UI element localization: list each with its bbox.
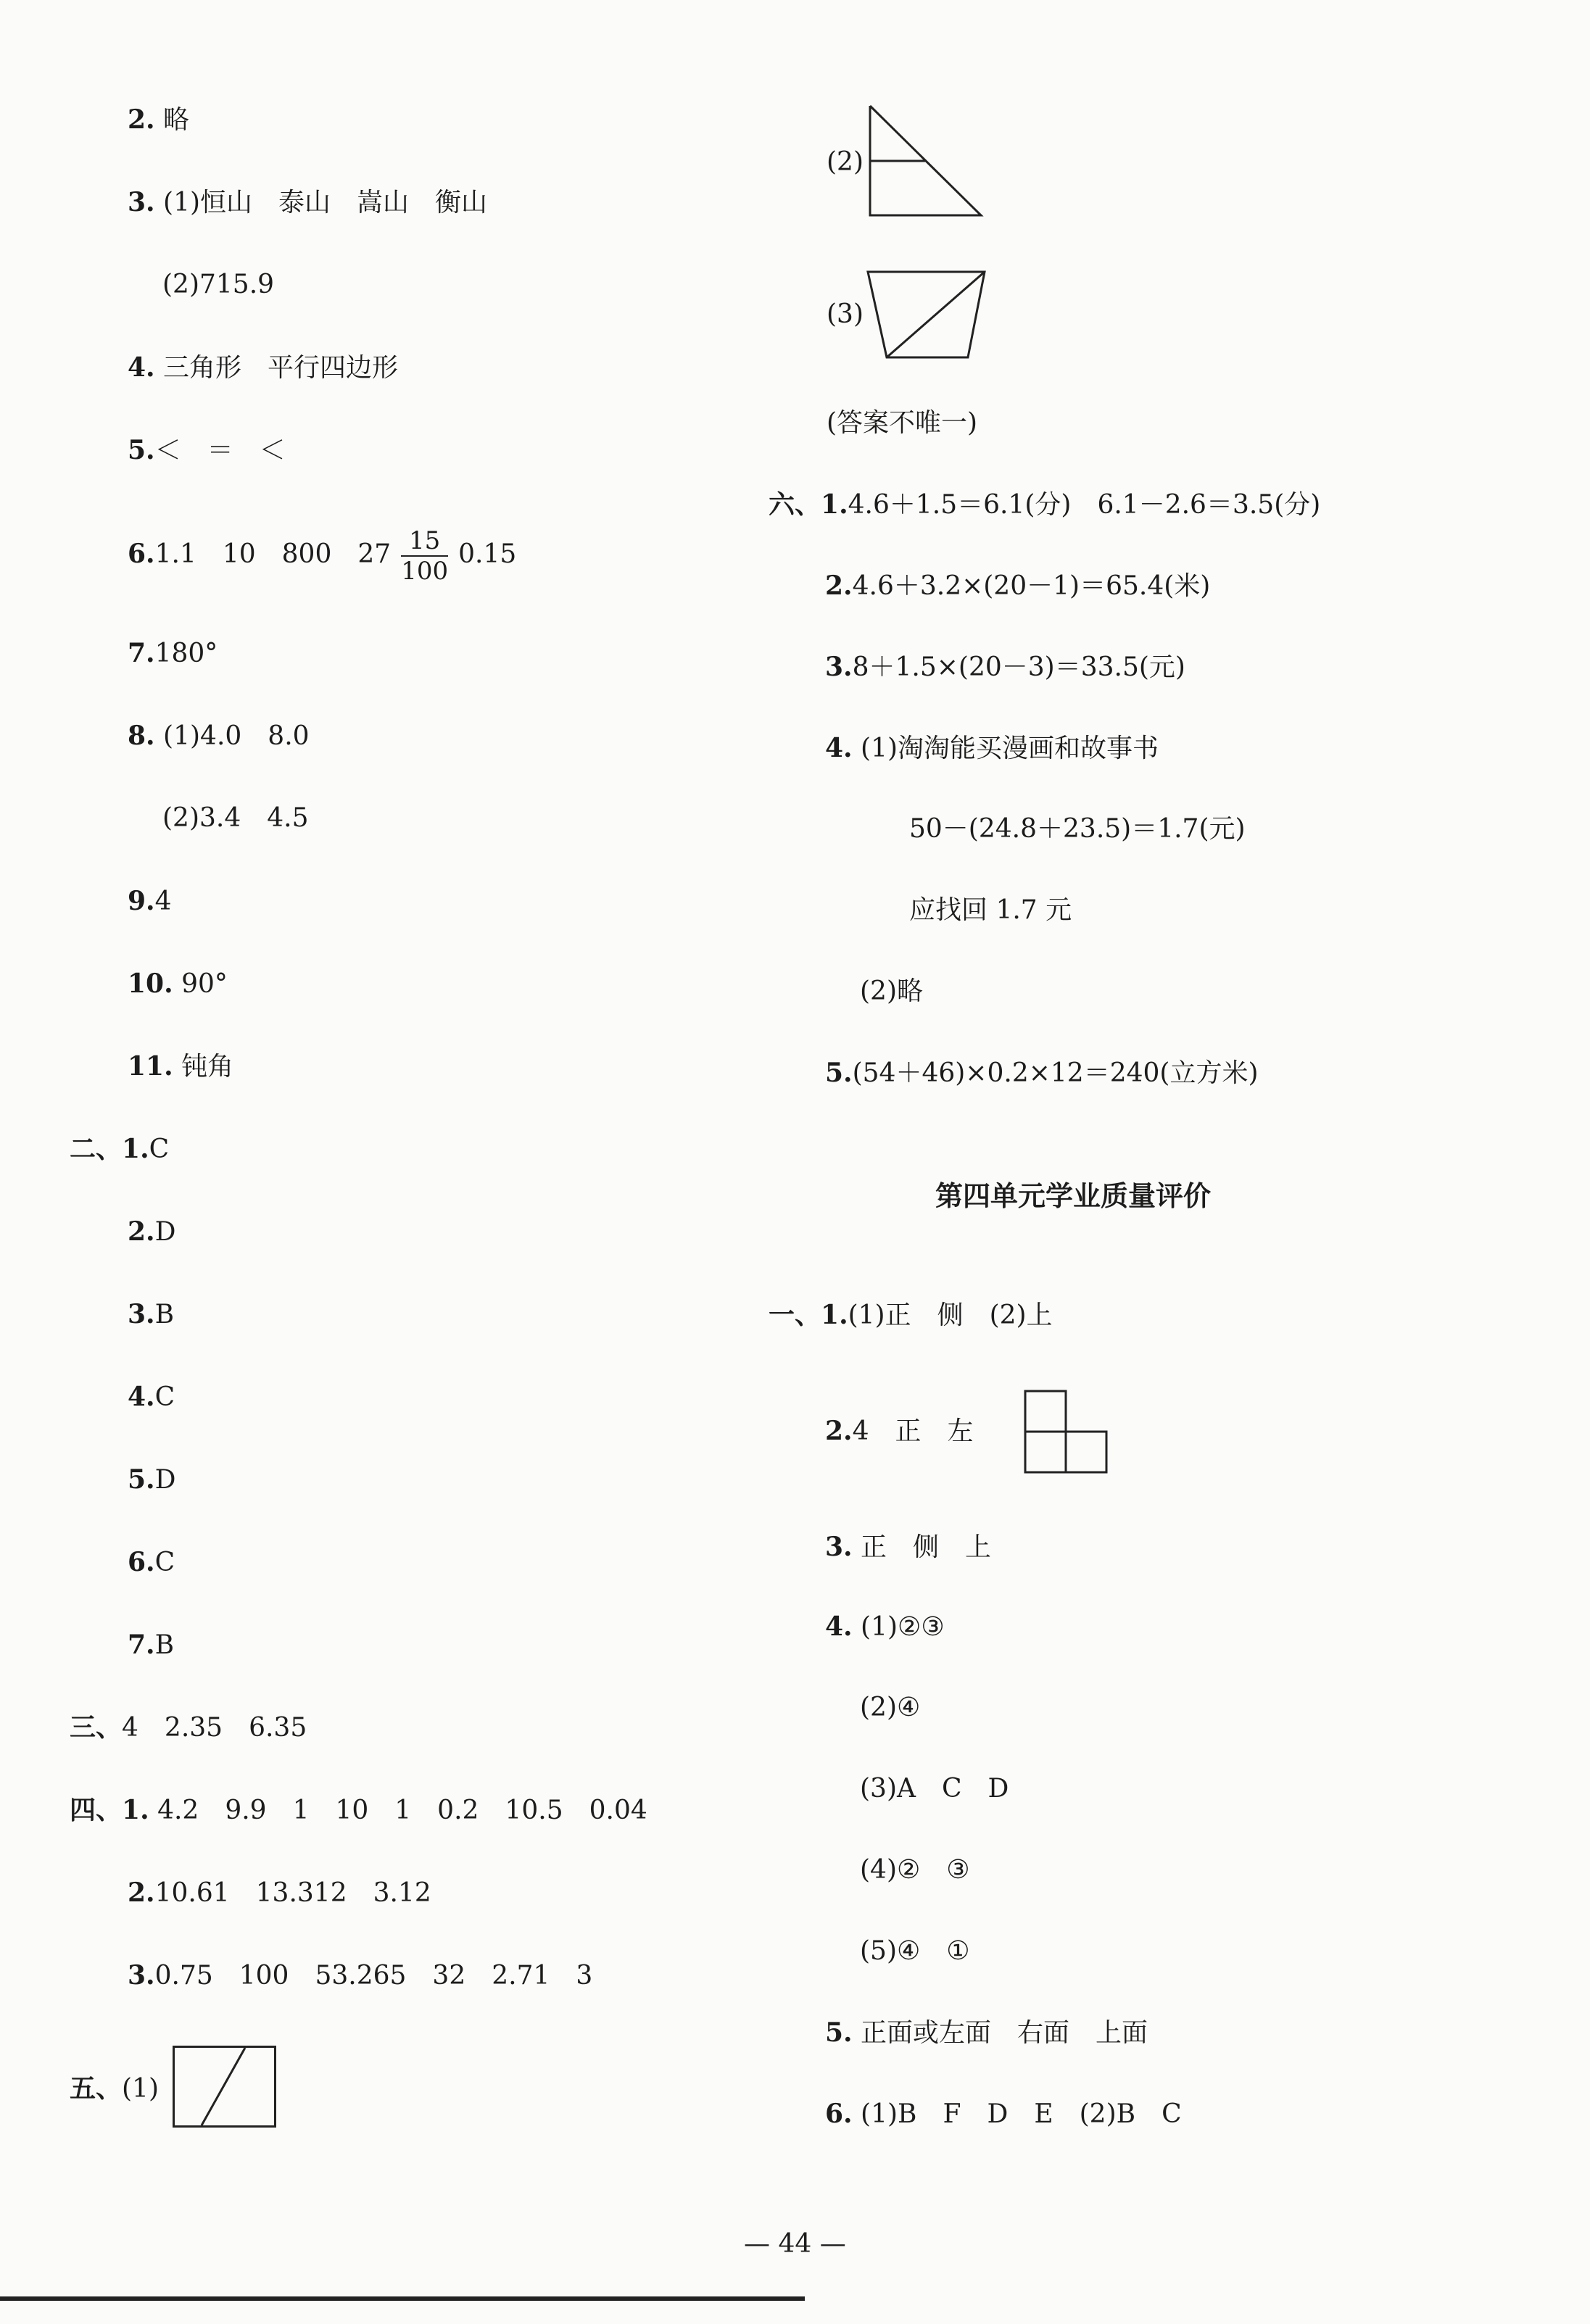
unit4-answer-1: 一、1.(1)正 侧 (2)上 (769, 1300, 1053, 1330)
section-3-answer: 三、4 2.35 6.35 (70, 1712, 307, 1743)
section-4-answer-1: 四、1. 4.2 9.9 1 10 1 0.2 10.5 0.04 (70, 1795, 647, 1825)
triangle-split-figure (869, 104, 985, 220)
section-5-label: 五、(1) (70, 2073, 160, 2104)
section-6-answer-3: 3.8＋1.5×(20－3)＝33.5(元) (825, 652, 1185, 682)
answer-2: 2. 略 (128, 104, 190, 135)
answer-10: 10. 90° (128, 968, 228, 999)
figure-2-label: (2) (827, 147, 864, 177)
answer-11: 11. 钝角 (128, 1051, 234, 1082)
answer-6: 6.1.1 10 800 27 $\frac{15}{100}$ 0.15 (128, 526, 517, 586)
section-2-answer-6: 6.C (128, 1547, 175, 1577)
section-2-answer-1: 二、1.C (70, 1134, 170, 1164)
unit4-answer-4-sub: (4)② ③ (860, 1855, 970, 1885)
unit4-answer-4: 4. (1)②③ (825, 1611, 945, 1642)
trapezoid-split-figure (866, 270, 990, 362)
cube-view-figure (1024, 1390, 1109, 1475)
unit4-answer-4-sub: (3)A C D (860, 1774, 1009, 1804)
section-2-answer-3: 3.B (128, 1299, 175, 1329)
fraction: $\frac{15}{100}$ (401, 526, 449, 586)
answer-8: 8. (1)4.0 8.0 (128, 721, 310, 751)
figure-3-label: (3) (827, 299, 864, 329)
section-2-answer-2: 2.D (128, 1216, 176, 1247)
section-6-answer-4-calc: 50－(24.8＋23.5)＝1.7(元) (909, 814, 1246, 844)
unit4-answer-4-sub: (2)④ (860, 1693, 921, 1722)
answer-4: 4. 三角形 平行四边形 (128, 352, 399, 383)
section-2-answer-4: 4.C (128, 1382, 175, 1412)
section-4-answer-3: 3.0.75 100 53.265 32 2.71 3 (128, 1960, 593, 1991)
section-6-answer-5: 5.(54＋46)×0.2×12＝240(立方米) (825, 1058, 1259, 1088)
parallelogram-split-figure (173, 2046, 278, 2130)
section-6-answer-1: 六、1.4.6＋1.5＝6.1(分) 6.1－2.6＝3.5(分) (769, 489, 1321, 520)
unit4-answer-3: 3. 正 侧 上 (825, 1532, 992, 1562)
bottom-rule (0, 2296, 805, 2301)
answer-note: (答案不唯一) (827, 408, 978, 438)
answer-5: 5.＜ ＝ ＜ (128, 435, 286, 465)
unit4-answer-4-sub: (5)④ ① (860, 1936, 970, 1966)
answer-3-sub: (2)715.9 (162, 270, 275, 299)
section-6-answer-2: 2.4.6＋3.2×(20－1)＝65.4(米) (825, 570, 1211, 601)
unit4-answer-5: 5. 正面或左面 右面 上面 (825, 2017, 1148, 2048)
answer-7: 7.180° (128, 638, 218, 668)
section-2-answer-5: 5.D (128, 1464, 176, 1495)
section-6-answer-4-result: 应找回 1.7 元 (909, 895, 1072, 925)
section-2-answer-7: 7.B (128, 1630, 175, 1660)
page-number: — 44 — (744, 2229, 846, 2259)
unit4-answer-6: 6. (1)B F D E (2)B C (825, 2099, 1182, 2129)
answer-3: 3. (1)恒山 泰山 嵩山 衡山 (128, 187, 488, 217)
answer-8-sub: (2)3.4 4.5 (162, 803, 309, 833)
section-6-answer-4: 4. (1)淘淘能买漫画和故事书 (825, 733, 1159, 763)
unit4-answer-2: 2.4 正 左 (825, 1416, 974, 1446)
section-4-answer-2: 2.10.61 13.312 3.12 (128, 1877, 431, 1908)
answer-9: 9.4 (128, 886, 172, 916)
section-6-answer-4-sub: (2)略 (860, 976, 923, 1006)
unit-title: 第四单元学业质量评价 (935, 1179, 1212, 1212)
